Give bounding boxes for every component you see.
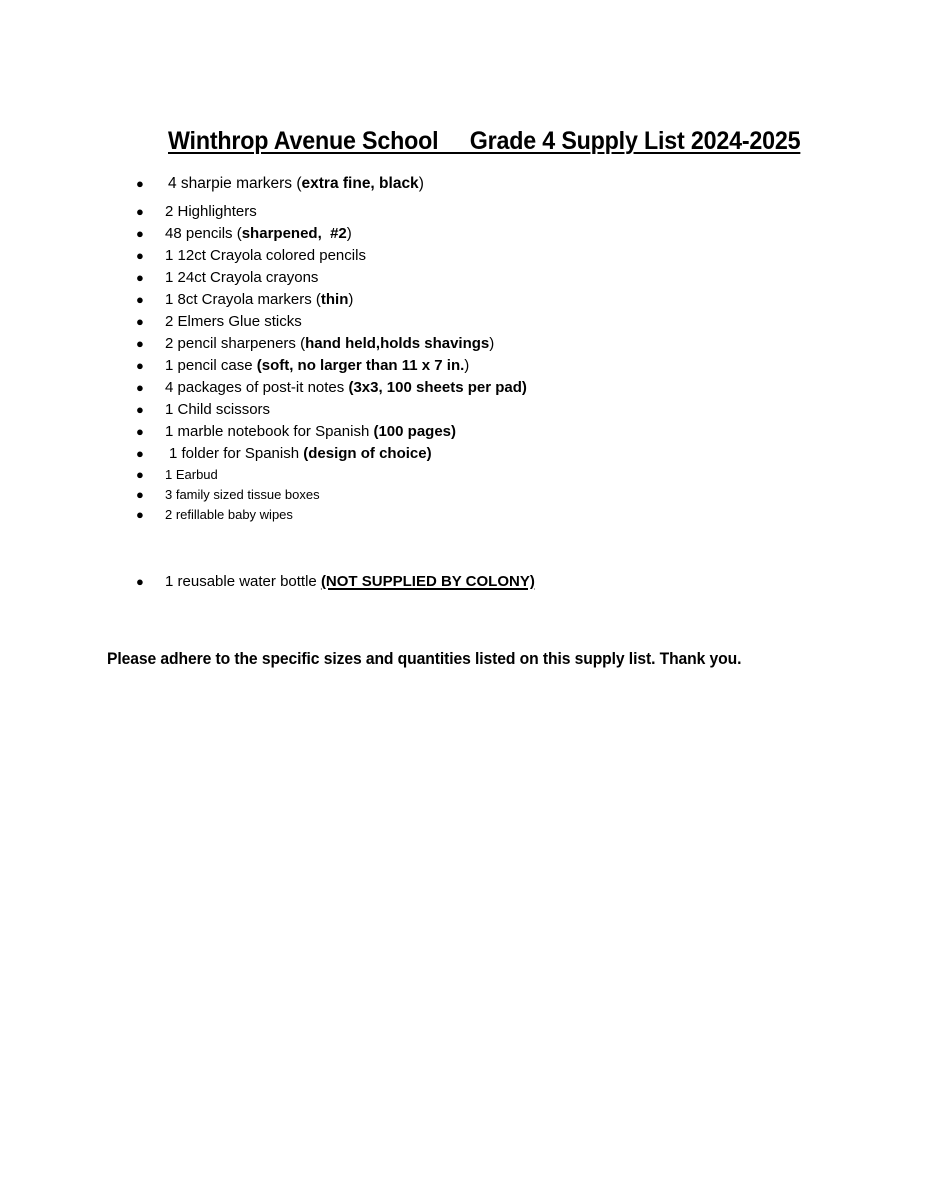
- text-run: 1 24ct Crayola crayons: [165, 269, 319, 286]
- bullet-icon: ●: [136, 336, 144, 351]
- bullet-icon: ●: [136, 358, 144, 373]
- bullet-icon: ●: [136, 467, 144, 482]
- list-item: [0, 465, 927, 485]
- emphasis-bold: sharpened, #2: [241, 225, 347, 242]
- list-item-label: [165, 247, 366, 264]
- text-run: 1 Earbud: [165, 467, 218, 482]
- list-item-label: [165, 423, 456, 440]
- supply-list: [0, 172, 927, 593]
- bullet-icon: ●: [136, 226, 144, 241]
- text-run: ): [346, 225, 352, 242]
- bullet-icon: ●: [136, 380, 144, 395]
- bullet-icon: ●: [136, 424, 144, 439]
- list-item-label: [165, 507, 293, 522]
- bullet-icon: ●: [136, 507, 144, 522]
- text-run: 4 sharpie markers (: [168, 175, 302, 192]
- bullet-icon: ●: [136, 446, 144, 461]
- text-run: ): [418, 175, 424, 192]
- list-item: [0, 245, 927, 267]
- text-run: 4 packages of post-it notes: [165, 379, 349, 396]
- bullet-icon: ●: [136, 574, 144, 589]
- list-item: [0, 399, 927, 421]
- emphasis-bold: hand held,holds shavings: [305, 335, 490, 352]
- list-item: [0, 267, 927, 289]
- bullet-icon: ●: [136, 204, 144, 219]
- emphasis-bold: thin: [320, 291, 349, 308]
- list-item-label: [165, 573, 535, 590]
- emphasis-bold: (100 pages): [373, 423, 457, 440]
- text-run: 1 Child scissors: [165, 401, 271, 418]
- bullet-icon: ●: [136, 402, 144, 417]
- text-run: ): [348, 291, 354, 308]
- list-item: [0, 505, 927, 525]
- list-item-label: [165, 203, 257, 220]
- emphasis-bold: (design of choice): [303, 445, 432, 462]
- list-item-label: [165, 313, 302, 330]
- list-item-label: [165, 467, 218, 482]
- list-item-label: [165, 487, 320, 502]
- text-run: 2 Highlighters: [165, 203, 257, 220]
- bullet-icon: ●: [136, 314, 144, 329]
- text-run: 1 12ct Crayola colored pencils: [165, 247, 366, 264]
- bullet-icon: ●: [136, 292, 144, 307]
- bullet-icon: ●: [136, 176, 144, 191]
- bullet-icon: ●: [136, 270, 144, 285]
- list-item-label: [165, 269, 318, 286]
- list-item-label: [165, 357, 469, 374]
- list-item-label: [168, 175, 424, 192]
- list-item-label: [165, 379, 527, 396]
- list-item-label: [165, 291, 353, 308]
- emphasis-bold-underline: (NOT SUPPLIED BY COLONY): [320, 573, 535, 590]
- list-item: [0, 289, 927, 311]
- bullet-icon: ●: [136, 248, 144, 263]
- text-run: 1 reusable water bottle: [165, 573, 321, 590]
- list-item: [0, 311, 927, 333]
- text-run: ): [464, 357, 470, 374]
- list-item-label: [165, 335, 494, 352]
- list-item: [0, 201, 927, 223]
- emphasis-bold: extra fine, black: [301, 175, 419, 192]
- list-item-spacer: [0, 525, 927, 547]
- list-item: [0, 172, 927, 196]
- list-item: [0, 333, 927, 355]
- text-run: 1 pencil case: [165, 357, 257, 374]
- text-run: ): [489, 335, 495, 352]
- list-item: [0, 223, 927, 245]
- text-run: 2 pencil sharpeners (: [165, 335, 306, 352]
- list-item: [0, 421, 927, 443]
- text-run: 3 family sized tissue boxes: [165, 487, 320, 502]
- list-item-label: [165, 401, 270, 418]
- emphasis-bold: (soft, no larger than 11 x 7 in.: [256, 357, 465, 374]
- list-item-label: [165, 225, 352, 242]
- footer-note: Please adhere to the specific sizes and quantities listed on this supply list. Thank you.: [107, 650, 742, 668]
- text-run: 1 8ct Crayola markers (: [165, 291, 321, 308]
- list-item: [0, 571, 927, 593]
- emphasis-bold: (3x3, 100 sheets per pad): [348, 379, 527, 396]
- bullet-icon: ●: [136, 487, 144, 502]
- text-run: 48 pencils (: [165, 225, 242, 242]
- text-run: 2 Elmers Glue sticks: [165, 313, 302, 330]
- text-run: 2 refillable baby wipes: [165, 507, 293, 522]
- list-item-spacer: [0, 547, 927, 569]
- page-title: Winthrop Avenue School Grade 4 Supply List 2024-2025: [168, 127, 801, 155]
- text-run: 1 marble notebook for Spanish: [165, 423, 374, 440]
- list-item-label: [169, 445, 432, 462]
- list-item: [0, 485, 927, 505]
- list-item: [0, 355, 927, 377]
- list-item: [0, 443, 927, 465]
- text-run: 1 folder for Spanish: [169, 445, 304, 462]
- list-item: [0, 377, 927, 399]
